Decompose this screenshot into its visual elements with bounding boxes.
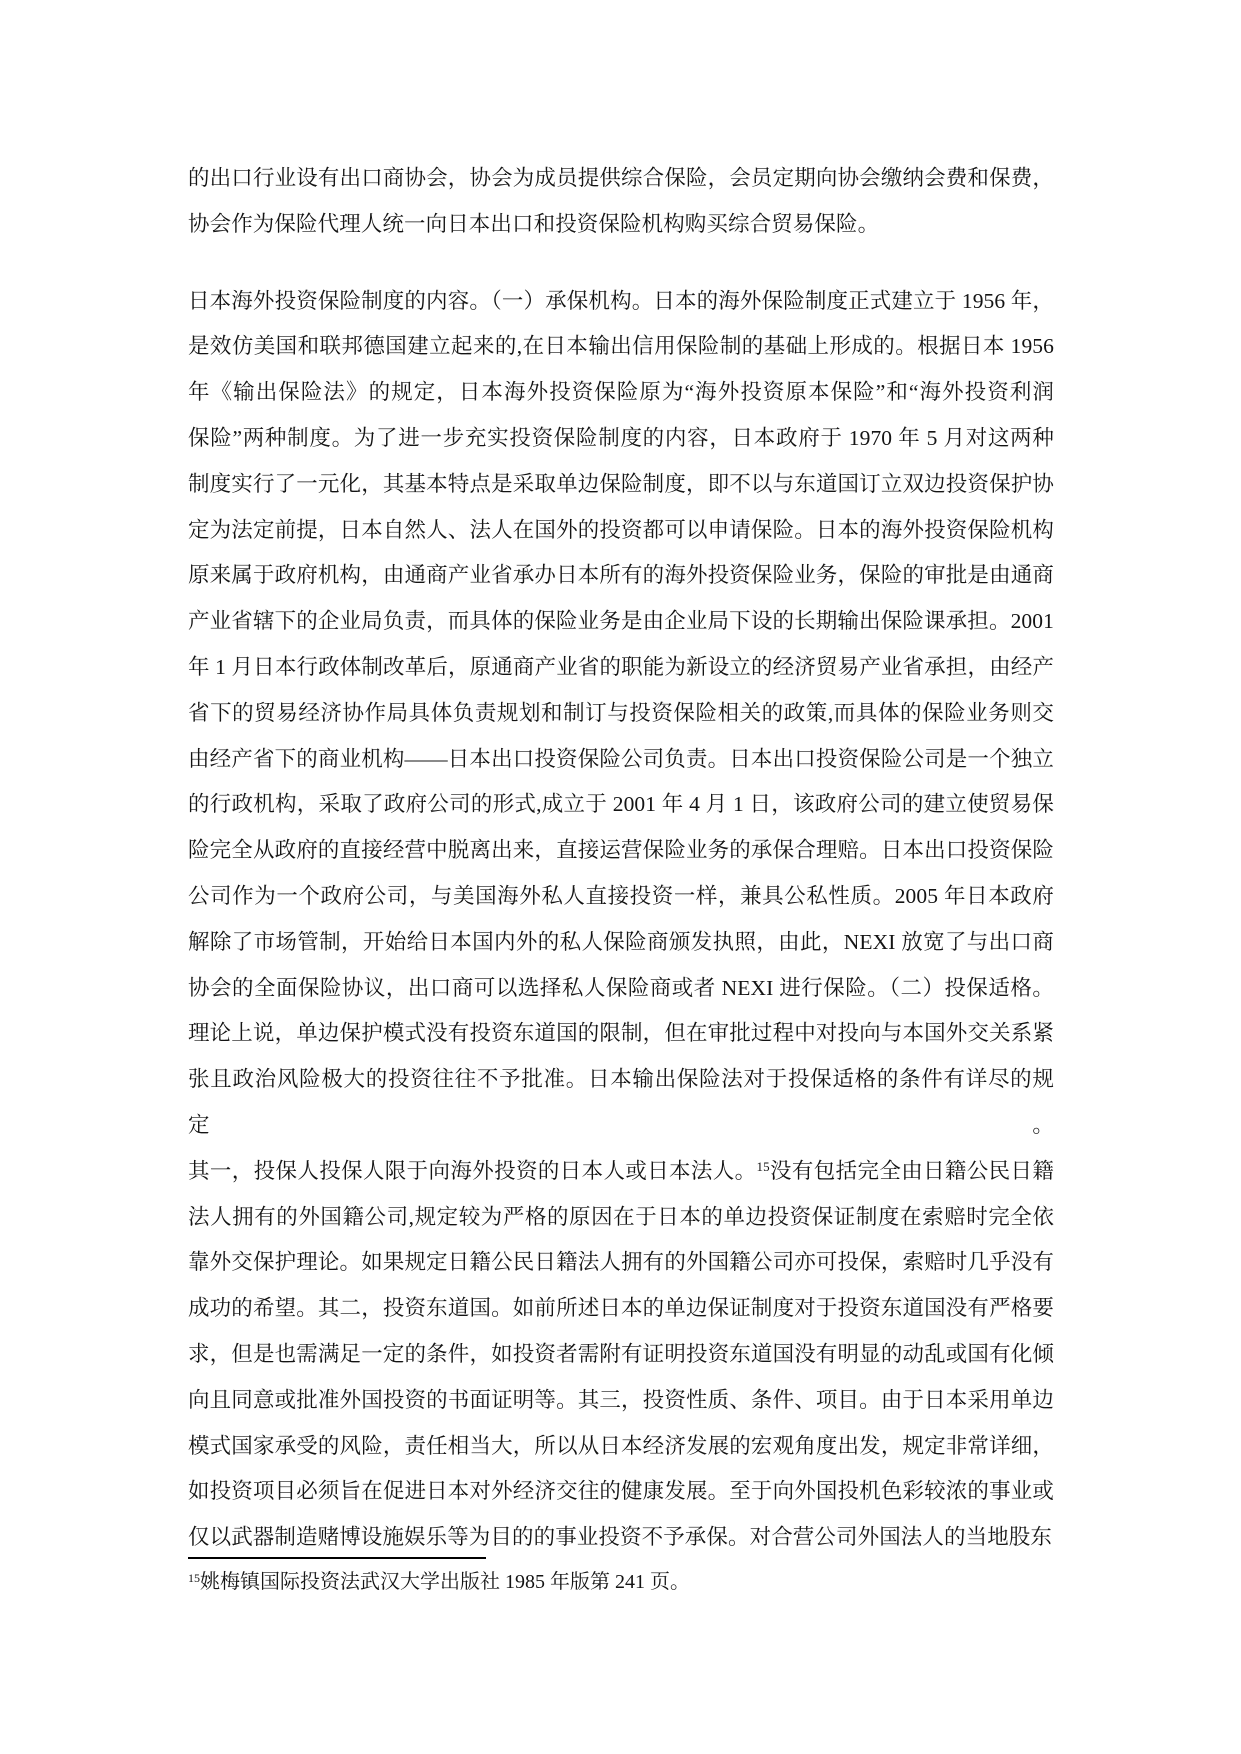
text-line: 协会的全面保险协议，出口商可以选择私人保险商或者 NEXI 进行保险。（二）投保适格。 (188, 975, 1054, 1000)
footnote-text (188, 1568, 1054, 1596)
text-line: 协会作为保险代理人统一向日本出口和投资保险机构购买综合贸易保险。 (188, 211, 880, 236)
text-line: 模式国家承受的风险，责任相当大，所以从日本经济发展的宏观角度出发，规定非常详细， (188, 1433, 1054, 1458)
text-line: 产业省辖下的企业局负责，而具体的保险业务是由企业局下设的长期输出保险课承担。2001 (188, 609, 1054, 634)
paragraph-2 (188, 279, 1054, 1561)
text-line: 日本海外投资保险制度的内容。（一）承保机构。日本的海外保险制度正式建立于 1956 年， (188, 288, 1054, 313)
text-line: 理论上说，单边保护模式没有投资东道国的限制，但在审批过程中对投向与本国外交关系紧 (188, 1021, 1054, 1046)
footnote-section (188, 1557, 1054, 1596)
text-line: 张且政治风险极大的投资往往不予批准。日本输出保险法对于投保适格的条件有详尽的规定。 (188, 1067, 1054, 1137)
paragraph-1 (188, 156, 1054, 248)
footnote-ref-15: 15 (756, 1158, 770, 1174)
text-line: 年《输出保险法》的规定，日本海外投资保险原为“海外投资原本保险”和“海外投资利润 (188, 380, 1054, 405)
text-line: 原来属于政府机构，由通商产业省承办日本所有的海外投资保险业务，保险的审批是由通商 (188, 563, 1054, 588)
text-line: 法人拥有的外国籍公司,规定较为严格的原因在于日本的单边投资保证制度在索赔时完全依 (188, 1204, 1054, 1229)
text-line-with-footnote-ref (188, 1149, 1054, 1195)
text-line: 制度实行了一元化，其基本特点是采取单边保险制度，即不以与东道国订立双边投资保护协 (188, 471, 1054, 496)
text-line: 解除了市场管制，开始给日本国内外的私人保险商颁发执照，由此，NEXI 放宽了与出口商 (188, 929, 1054, 954)
text-line: 由经产省下的商业机构——日本出口投资保险公司负责。日本出口投资保险公司是一个独立 (188, 746, 1054, 771)
document-body (188, 156, 1054, 1561)
text-segment: 没有包括完全由日籍公民日籍 (769, 1158, 1054, 1183)
text-line: 年 1 月日本行政体制改革后，原通商产业省的职能为新设立的经济贸易产业省承担，由经产 (188, 654, 1054, 679)
text-line: 如投资项目必须旨在促进日本对外经济交往的健康发展。至于向外国投机色彩较浓的事业或 (188, 1479, 1054, 1504)
text-line: 靠外交保护理论。如果规定日籍公民日籍法人拥有的外国籍公司亦可投保，索赔时几乎没有 (188, 1250, 1054, 1275)
text-line: 公司作为一个政府公司，与美国海外私人直接投资一样，兼具公私性质。2005 年日本政府 (188, 883, 1054, 908)
footnote-body: 姚梅镇国际投资法武汉大学出版社 1985 年版第 241 页。 (200, 1571, 690, 1593)
text-segment: 其一，投保人投保人限于向海外投资的日本人或日本法人。 (188, 1158, 757, 1183)
text-line: 保险”两种制度。为了进一步充实投资保险制度的内容，日本政府于 1970 年 5 月对这两种 (188, 425, 1054, 450)
text-line: 是效仿美国和联邦德国建立起来的,在日本输出信用保险制的基础上形成的。根据日本 1956 (188, 334, 1054, 359)
text-line: 定为法定前提，日本自然人、法人在国外的投资都可以申请保险。日本的海外投资保险机构 (188, 517, 1054, 542)
text-line: 成功的希望。其二，投资东道国。如前所述日本的单边保证制度对于投资东道国没有严格要 (188, 1296, 1054, 1321)
text-line: 向且同意或批准外国投资的书面证明等。其三，投资性质、条件、项目。由于日本采用单边 (188, 1387, 1054, 1412)
text-line: 的行政机构，采取了政府公司的形式,成立于 2001 年 4 月 1 日，该政府公司的建立使贸易保 (188, 792, 1054, 817)
text-line: 省下的贸易经济协作局具体负责规划和制订与投资保险相关的政策,而具体的保险业务则交 (188, 700, 1054, 725)
text-line: 仅以武器制造赌博设施娱乐等为目的的事业投资不予承保。对合营公司外国法人的当地股东 (188, 1525, 1053, 1550)
text-line: 求，但是也需满足一定的条件，如投资者需附有证明投资东道国没有明显的动乱或国有化倾 (188, 1341, 1054, 1366)
footnote-separator-rule (188, 1557, 486, 1559)
text-line: 险完全从政府的直接经营中脱离出来，直接运营保险业务的承保合理赔。日本出口投资保险 (188, 838, 1054, 863)
text-line: 的出口行业设有出口商协会，协会为成员提供综合保险，会员定期向协会缴纳会费和保费， (188, 166, 1054, 190)
footnote-marker: 15 (188, 1571, 200, 1585)
